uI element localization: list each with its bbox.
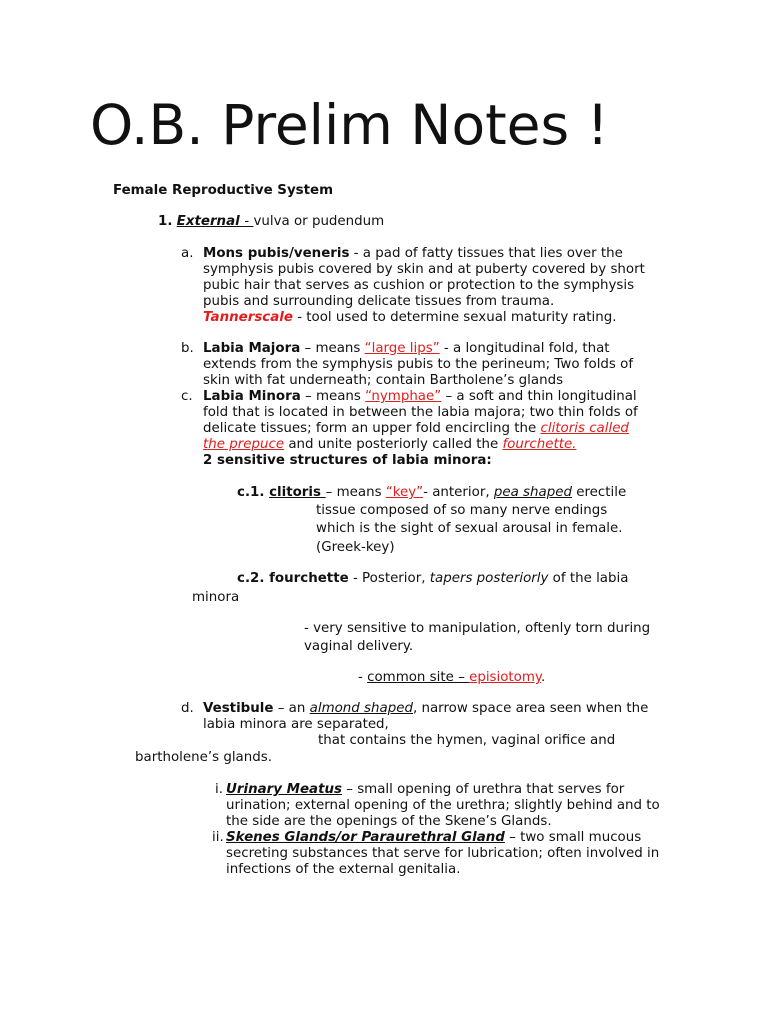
item-ii-text1: – two small mucous: [504, 830, 642, 845]
external-desc: vulva or pudendum: [253, 214, 385, 229]
item-i-line2: urination; external opening of the urethra; slightly behind and to: [226, 798, 660, 813]
item-c-text1: – a soft and thin longitudinal: [441, 389, 637, 404]
item-a-term: Mons pubis/veneris: [203, 246, 350, 261]
the-prepuce: the prepuce: [203, 437, 285, 452]
item-i-label: i.: [215, 782, 223, 797]
c2-pre: - Posterior,: [348, 571, 430, 586]
common-site-dash: -: [358, 670, 368, 685]
item-a-line1: [203, 246, 623, 262]
c1-line4: (Greek-key): [316, 540, 395, 555]
c1-pre: – means: [325, 485, 386, 500]
fourchette-term: fourchette.: [502, 437, 577, 452]
c2-sub-line1: - very sensitive to manipulation, oftenly torn during: [304, 621, 651, 636]
item-d-pre: – an: [273, 701, 310, 716]
item-b-text1: - a longitudinal fold, that: [439, 341, 610, 356]
item-d-line2: labia minora are separated,: [203, 717, 389, 732]
item-c-text4: and unite posteriorly called the: [284, 437, 503, 452]
item-ii-line2: secreting substances that serve for lubrication; often involved in: [226, 846, 660, 861]
section-heading: Female Reproductive System: [113, 183, 334, 198]
c1-line3: which is the sight of sexual arousal in female.: [316, 521, 623, 536]
item-c-quote: “nymphae”: [365, 389, 442, 404]
item-c-term: Labia Minora: [203, 389, 301, 404]
item-a-text1: - a pad of fatty tissues that lies over the: [349, 246, 623, 261]
c2-line1: [237, 571, 628, 587]
item-c-pre: – means: [300, 389, 366, 404]
item-i-text1: – small opening of urethra that serves for: [341, 782, 625, 797]
c1-term: clitoris: [269, 485, 326, 500]
c1-quote: “key”: [385, 485, 424, 500]
item-a-line3: pubic hair that serves as cushion or protection to the symphysis: [203, 278, 635, 293]
item-a-label: a.: [181, 246, 194, 261]
c1-number: c.1.: [237, 485, 270, 500]
c1-line2: tissue composed of so many nerve endings: [316, 503, 608, 518]
item-d-label: d.: [181, 701, 194, 716]
item-b-line3: skin with fat underneath; contain Bartholene’s glands: [203, 373, 564, 388]
item-d-line4: bartholene’s glands.: [135, 750, 272, 765]
item-a-line5: [203, 310, 616, 326]
item-c-line3: [203, 421, 629, 437]
item-ii-line1: [226, 830, 641, 846]
external-dash: -: [244, 214, 254, 229]
c2-tapers: tapers posteriorly: [429, 571, 549, 586]
c2-term: fourchette: [269, 571, 349, 586]
item-i-line3: the side are the openings of the Skene’s Glands.: [226, 814, 552, 829]
item-b-label: b.: [181, 341, 194, 356]
sensitive-structures-heading: 2 sensitive structures of labia minora:: [203, 453, 492, 468]
c1-line1: [237, 485, 626, 501]
item-d-term: Vestibule: [203, 701, 274, 716]
item-ii-line3: infections of the external genitalia.: [226, 862, 461, 877]
item-c-text3: delicate tissues; form an upper fold encircling the: [203, 421, 541, 436]
item-c-line1: [203, 389, 637, 405]
common-site-label: common site –: [367, 670, 470, 685]
skenes-glands-term: Skenes Glands/or Paraurethral Gland: [226, 830, 505, 845]
item-i-line1: [226, 782, 624, 798]
c1-mid: - anterior,: [423, 485, 494, 500]
item-a-line2: symphysis pubis covered by skin and at puberty covered by short: [203, 262, 645, 277]
common-site-line: [358, 670, 545, 686]
item-b-quote: “large lips”: [364, 341, 440, 356]
tannerscale-desc: - tool used to determine sexual maturity rating.: [292, 310, 617, 325]
c2-sub-line2: vaginal delivery.: [304, 639, 414, 654]
c2-line2: minora: [192, 590, 240, 605]
item-b-line2: extends from the symphysis pubis to the perineum; Two folds of: [203, 357, 634, 372]
item-a-line4: pubis and surrounding delicate tissues from trauma.: [203, 294, 555, 309]
item-b-pre: – means: [300, 341, 365, 356]
item-ii-label: ii.: [212, 830, 224, 845]
c2-text1: of the labia: [548, 571, 629, 586]
item-c-label: c.: [181, 389, 193, 404]
c2-number: c.2.: [237, 571, 270, 586]
item-d-line1: [203, 701, 648, 717]
c1-pea-shaped: pea shaped: [493, 485, 572, 500]
page-title: O.B. Prelim Notes !: [90, 93, 609, 157]
external-number: 1.: [158, 214, 173, 229]
clitoris-called-link: clitoris called: [540, 421, 629, 436]
item-b-line1: [203, 341, 610, 357]
external-term: External: [176, 214, 245, 229]
c1-text1: erectile: [571, 485, 627, 500]
item-d-almond: almond shaped: [309, 701, 413, 716]
tannerscale-term: Tannerscale: [203, 310, 293, 325]
common-site-dot: .: [540, 670, 546, 685]
item-d-line3: that contains the hymen, vaginal orifice and: [318, 733, 616, 748]
external-line: [158, 214, 384, 230]
item-c-line4: [203, 437, 576, 453]
item-b-term: Labia Majora: [203, 341, 301, 356]
item-c-line2: fold that is located in between the labia majora; two thin folds of: [203, 405, 638, 420]
item-d-text1: , narrow space area seen when the: [412, 701, 649, 716]
urinary-meatus-term: Urinary Meatus: [226, 782, 342, 797]
episiotomy-term: episiotomy: [469, 670, 541, 685]
